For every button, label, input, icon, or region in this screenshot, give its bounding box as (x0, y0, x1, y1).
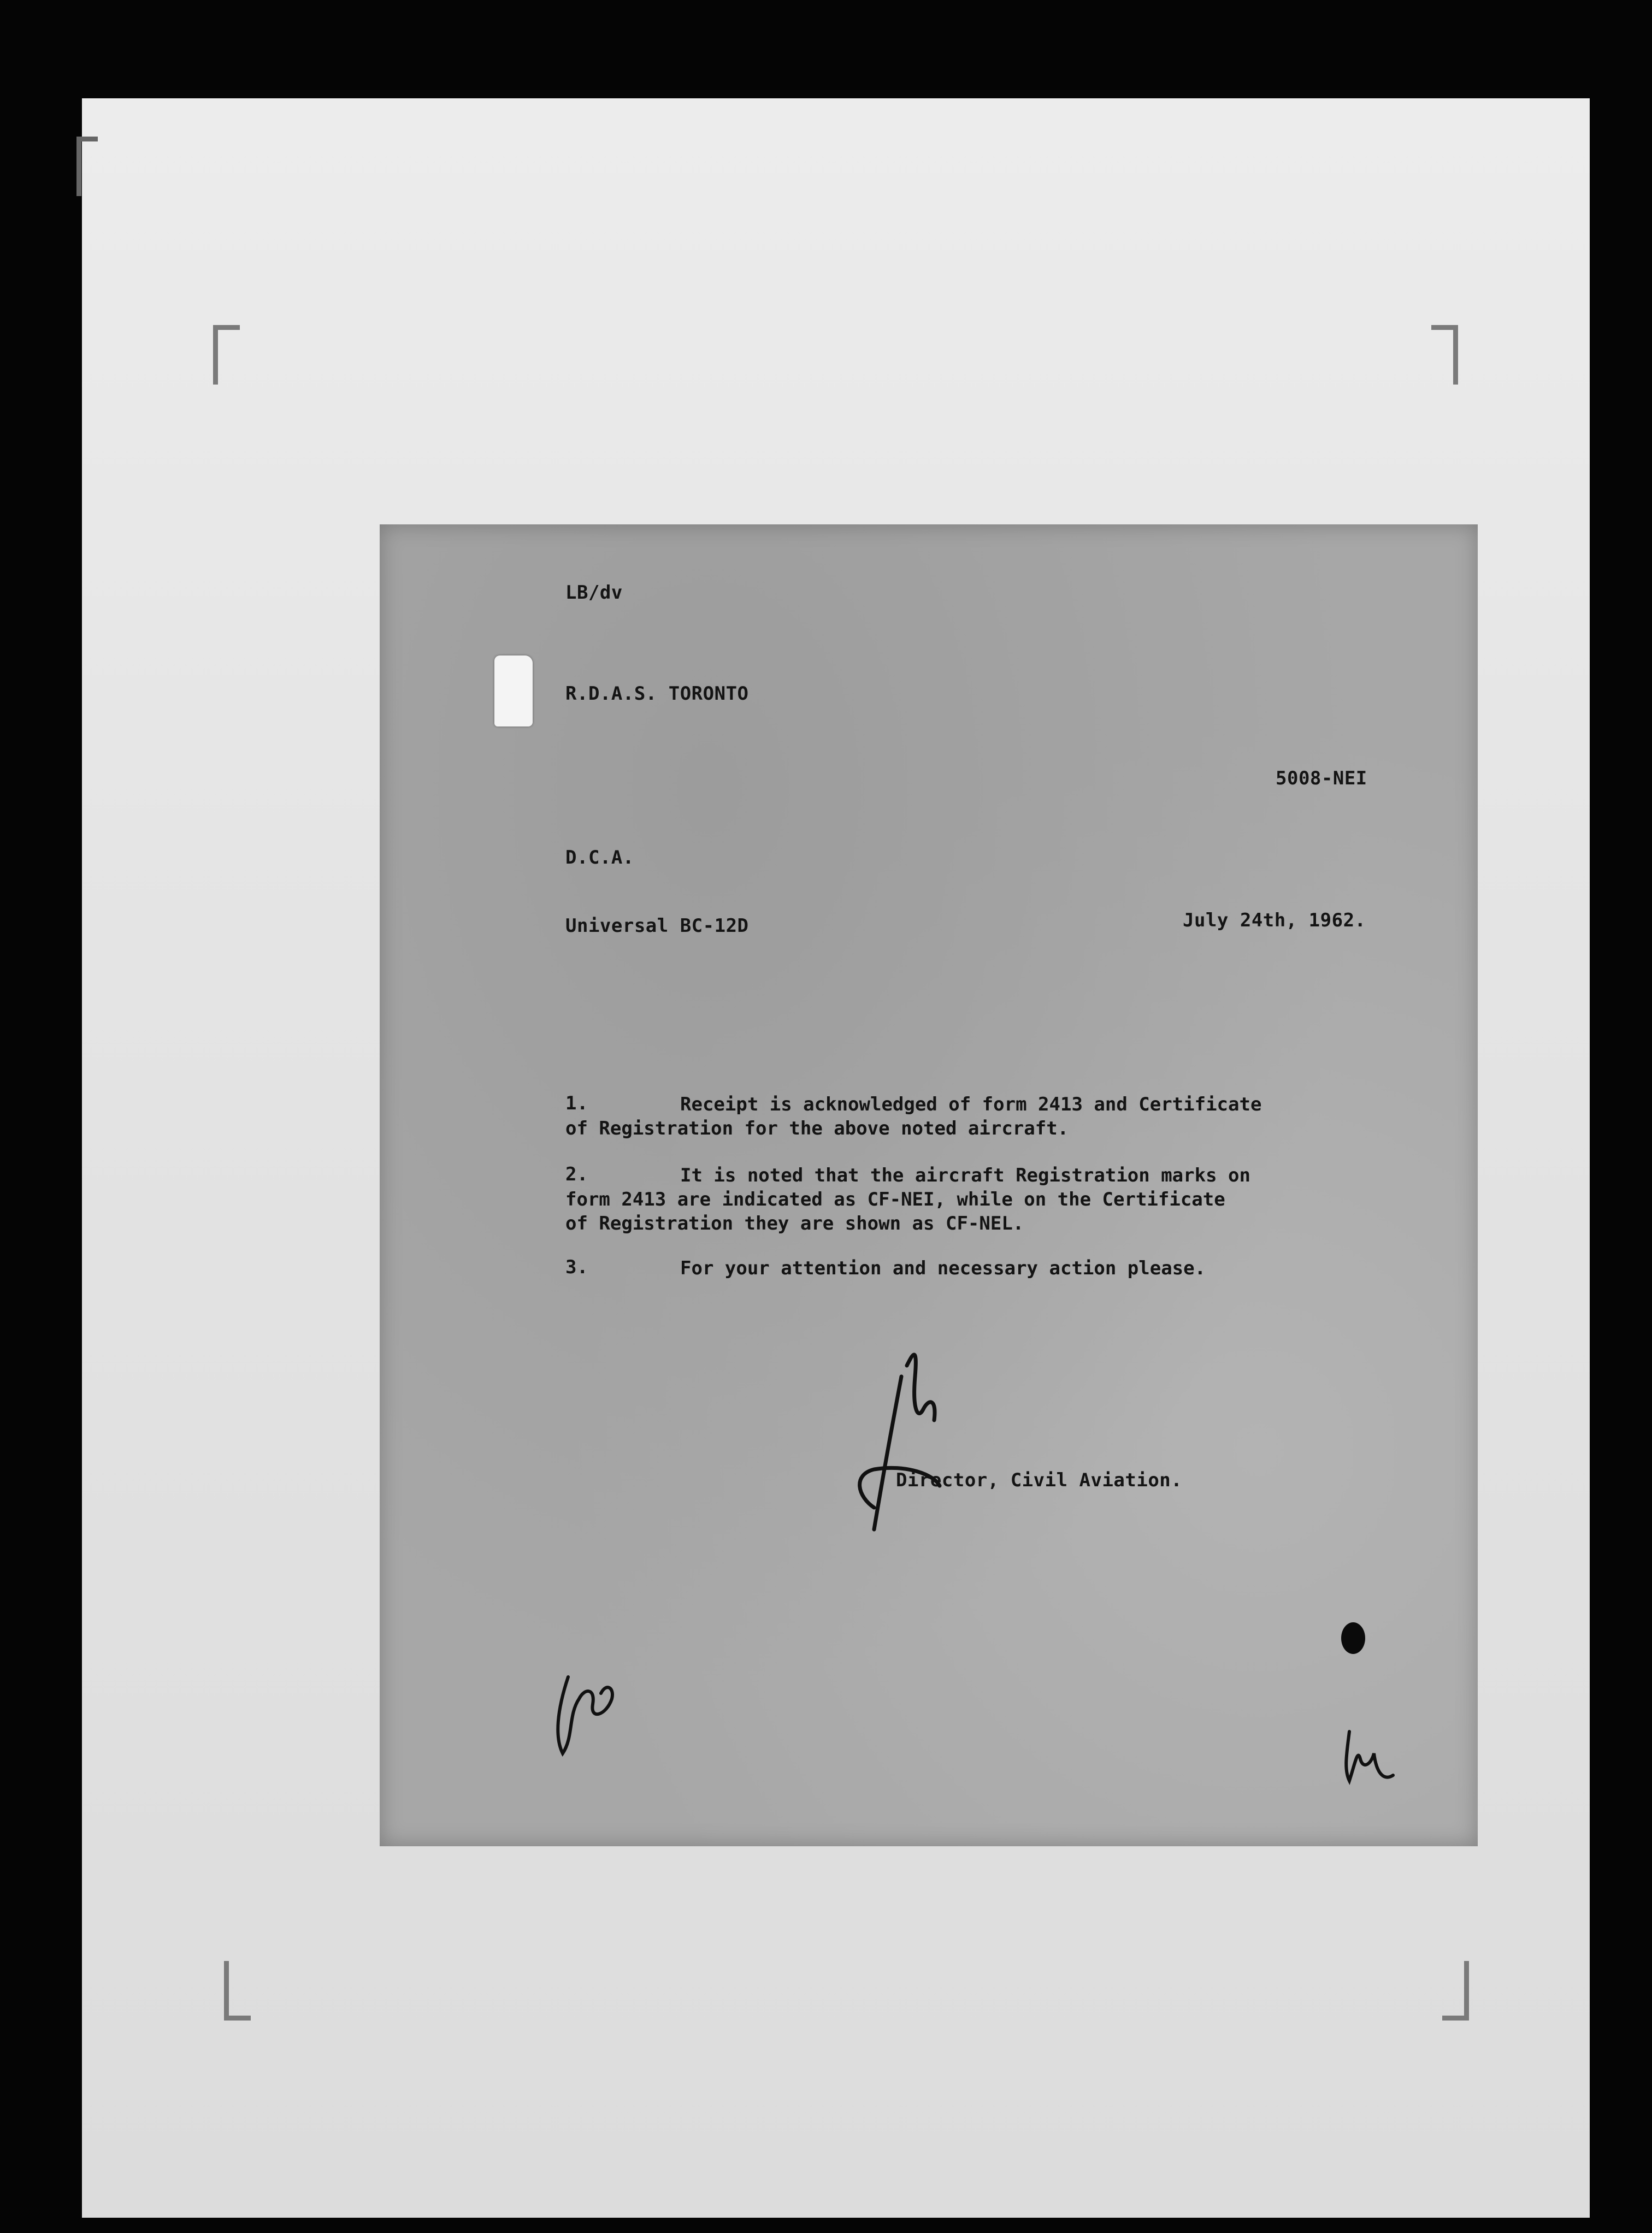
paragraph-line: of Registration for the above noted aircraft. (565, 1118, 1069, 1139)
paragraph-line: form 2413 are indicated as CF-NEI, while on the Certificate (565, 1189, 1225, 1210)
file-number: 5008-NEI (1276, 767, 1367, 789)
paragraph-number: 1. (565, 1092, 588, 1114)
signature-title: Director, Civil Aviation. (896, 1469, 1183, 1491)
ink-blot (1341, 1622, 1365, 1654)
letter-date: July 24th, 1962. (1183, 909, 1366, 931)
crop-mark-top-right (1431, 325, 1458, 385)
initials-mark-icon (1333, 1726, 1399, 1792)
crop-mark-bottom-right (1442, 1961, 1469, 2021)
subject-line: Universal BC-12D (565, 915, 749, 937)
paragraph-line: It is noted that the aircraft Registration marks on (680, 1165, 1250, 1186)
paragraph-number: 2. (565, 1163, 588, 1185)
crop-mark-outer (76, 137, 98, 196)
reference-initials: LB/dv (565, 582, 623, 604)
paragraph-line: For your attention and necessary action please. (680, 1257, 1206, 1279)
paragraph-number: 3. (565, 1256, 588, 1278)
handwritten-signature-icon (841, 1344, 983, 1540)
paragraph-line: of Registration they are shown as CF-NEL. (565, 1213, 1024, 1234)
crop-mark-top-left (213, 325, 240, 385)
crop-mark-bottom-left (224, 1961, 251, 2021)
recipient: R.D.A.S. TORONTO (565, 683, 749, 705)
initials-mark-icon (546, 1666, 623, 1759)
paragraph-line: Receipt is acknowledged of form 2413 and Certificate (680, 1094, 1262, 1115)
paper-tab (494, 655, 533, 726)
sender: D.C.A. (565, 847, 634, 869)
